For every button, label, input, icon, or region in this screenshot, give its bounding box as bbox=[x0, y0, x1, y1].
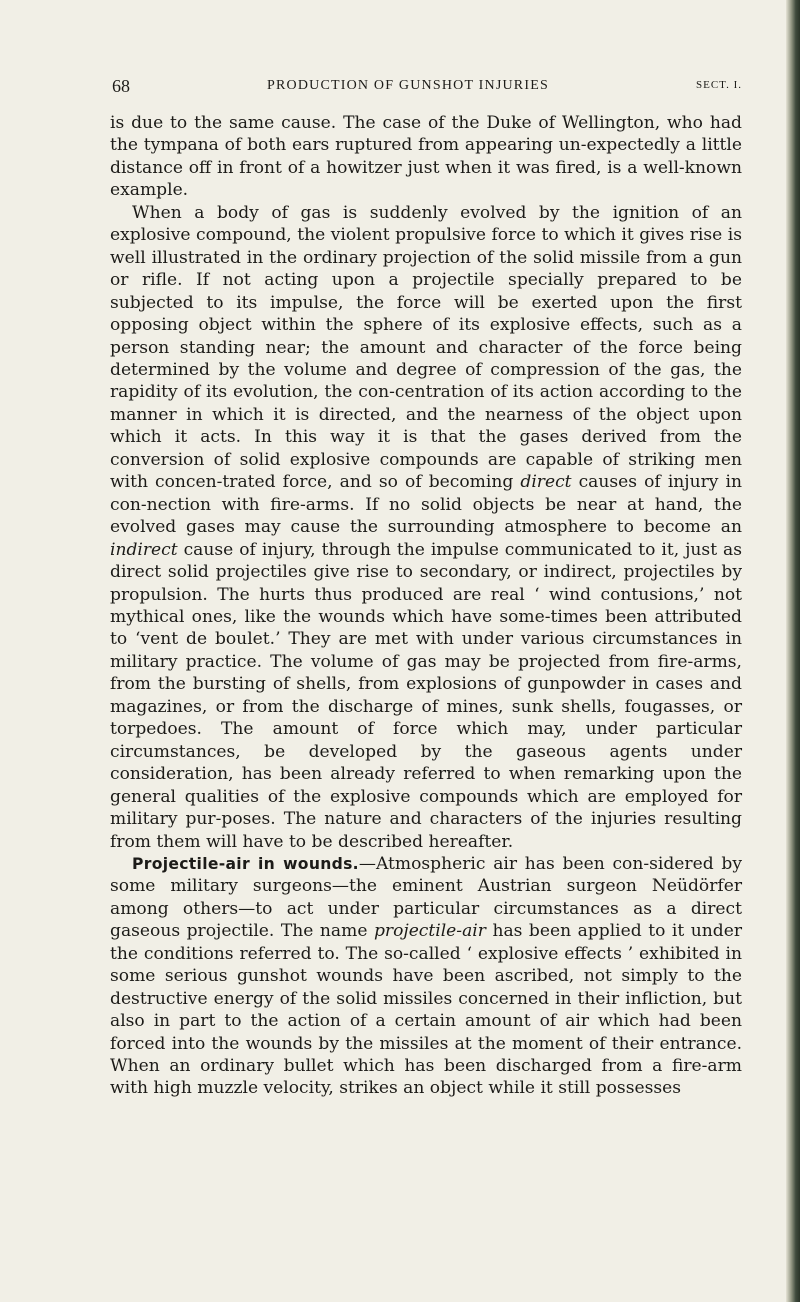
paragraph-text: is due to the same cause. The case of the Duke of Wellington, who had the tympana of both ears ruptured from appearing un-expectedly a little distance off in front of a howitzer just when it was fired, is a well-known example. bbox=[110, 113, 742, 201]
paragraph-text: —Atmospheric air has been con-sidered by some military surgeons—the eminent Austrian surgeon Neüdörfer among others—to act under particular circumstances as a direct gaseous projectile. The name bbox=[110, 853, 742, 942]
section-label: SECT. I. bbox=[696, 79, 742, 91]
page-number: 68 bbox=[112, 76, 130, 96]
paragraph-text: When a body of gas is suddenly evolved by the ignition of an explosive compound, the violent propulsive force to which it gives rise is well illustrated in the ordinary projection of the solid missile from a gun or rifle. If not acting upon a projectile specially prepared to be subjected to its impulse, the force will be exerted upon the first opposing object within the sphere of its explosive effects, such as a person standing near; the amount and character of the force being determined by the volume and degree of compression of the gas, the rapidity of its evolution, the con-centration of its action according to the manner in which it is directed, and the nearness of the object upon which it acts. In this way it is that the gases derived from the conversion of solid explosive compounds are capable of striking men with concen-trated force, and so of becoming bbox=[110, 202, 742, 493]
paragraph-text: causes of injury in con-nection with fire-arms. If no solid objects be near at hand, the evolved gases may cause the surrounding atmosphere to become an bbox=[110, 472, 743, 538]
emphasis-projectile-air: projectile-air bbox=[373, 921, 486, 942]
page-edge-shadow bbox=[786, 0, 800, 1302]
paragraph-projectile-air bbox=[110, 853, 742, 1100]
paragraph-gas-explosion bbox=[110, 202, 742, 853]
side-heading: Projectile-air in wounds. bbox=[132, 854, 359, 873]
paragraph-continuation bbox=[110, 112, 742, 202]
paragraph-text: has been applied to it under the conditions referred to. The so-called ‘ explosive effects ’ exhibited in some serious gunshot wounds have been ascribed, not simply to the destructive energy of the solid missiles concerned in their infliction, but also in part to the action of a certain amount of air which had been forced into the wounds by the missiles at the moment of their entrance. When an ordinary bullet which has been discharged from a fire-arm with high muzzle velocity, strikes an object while it still possesses bbox=[110, 921, 743, 1099]
emphasis-direct: direct bbox=[520, 472, 572, 493]
running-header bbox=[112, 76, 742, 98]
running-title: PRODUCTION OF GUNSHOT INJURIES bbox=[267, 78, 549, 93]
body-text bbox=[110, 112, 742, 1100]
emphasis-indirect: indirect bbox=[110, 539, 178, 560]
paragraph-text: cause of injury, through the impulse communicated to it, just as direct solid projectiles give rise to secondary, or indirect, projectiles by propulsion. The hurts thus produced are real ‘ wind contusions,’ not mythical ones, like the wounds which have some-times been attributed to ‘vent de boulet.’ They are met with under various circumstances in military practice. The volume of gas may be projected from fire-arms, from the bursting of shells, from explosions of gunpowder in cases and magazines, or from the discharge of mines, sunk shells, fougasses, or torpedoes. The amount of force which may, under particular circumstances, be developed by the gaseous agents under consideration, has been already referred to when remarking upon the general qualities of the explosive compounds which are employed for military pur-poses. The nature and characters of the injuries resulting from them will have to be described hereafter. bbox=[110, 539, 742, 852]
